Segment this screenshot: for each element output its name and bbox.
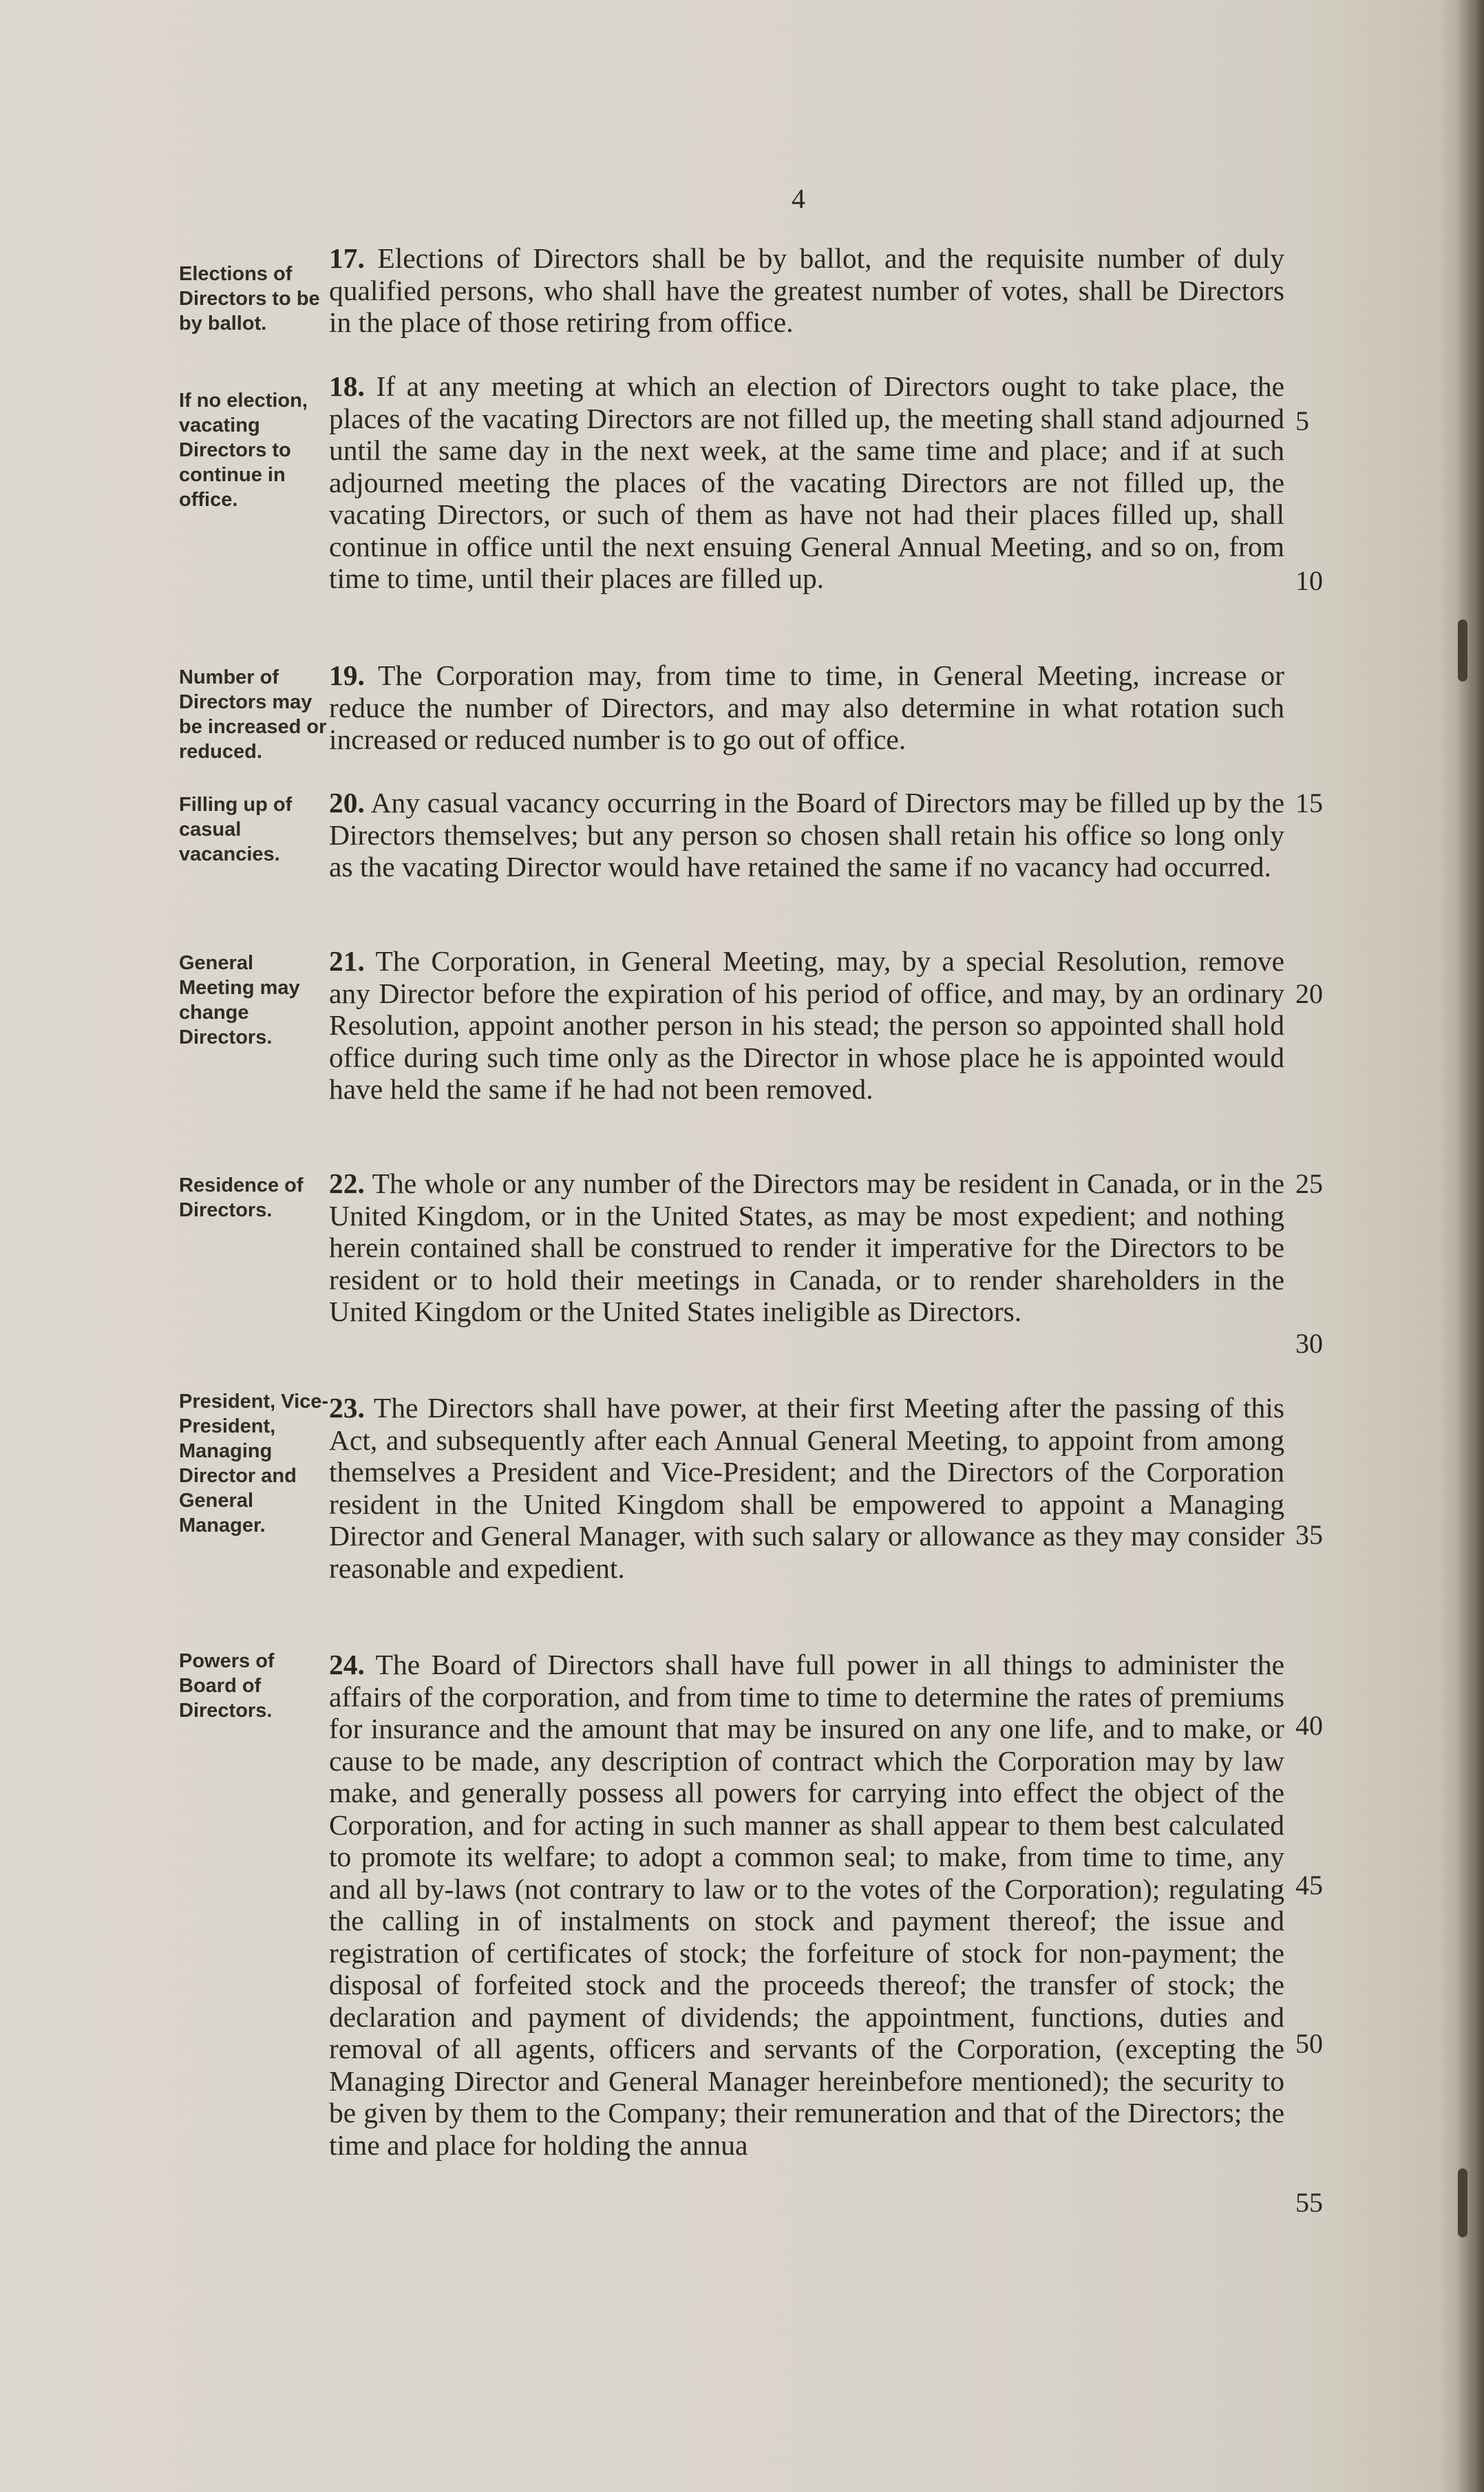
section-body: Any casual vacancy occurring in the Board of Directors may be filled up by the Directors themselves; but any person so chosen shall retain his office so long only as the vacating Director would have retained the same if no vacancy had occurred.	[329, 787, 1285, 883]
line-number: 10	[1295, 565, 1323, 596]
page-number: 4	[792, 183, 805, 214]
edge-mark	[1458, 620, 1467, 682]
line-number: 50	[1295, 2028, 1323, 2059]
line-number: 15	[1295, 788, 1323, 819]
book-gutter-shadow	[1456, 0, 1484, 2492]
section-body: The Corporation, in General Meeting, may, by a special Resolution, remove any Director before the expiration of his period of office, and may, by an ordinary Resolution, appoint another person in his stead; the person so appointed shall hold office during such time only as the Director in whose place he is appointed would have held the same if he had not been removed.	[329, 945, 1284, 1105]
section-body: The Corporation may, from time to time, in General Meeting, increase or reduce the number of Directors, and may also determine in what rotation such increased or reduced number is to go out of office.	[329, 659, 1284, 755]
section-body: The Board of Directors shall have full power in all things to administer the affairs of the corporation, and from time to time to determine the rates of premiums for insurance and the amount that may be insured on any one life, and to make, or cause to be made, any description of contract which the Corporation may by law make, and generally possess all powers for carrying into effect the object of the Corporation, and for acting in such manner as shall appear to them best calculated to promote its welfare; to adopt a common seal; to make, from time to time, any and all by-laws (not contrary to law or to the votes of the Corporation); regulating the calling in of instalments on stock and payment thereof; the issue and registration of certificates of stock; the forfeiture of stock for non-payment; the disposal of forfeited stock and the proceeds thereof; the transfer of stock; the declaration and payment of dividends; the appointment, functions, duties and removal of all agents, officers and servants of the Corporation, (excepting the Managing Director and General Manager hereinbefore mentioned); the security to be given by them to the Company; their remuneration and that of the Directors; the time and place for holding the annua	[329, 1649, 1284, 2161]
line-number: 25	[1295, 1168, 1323, 1199]
margin-note: Elections of Directors to be by ballot.	[179, 263, 320, 335]
line-number: 55	[1295, 2187, 1323, 2218]
section-body: Elections of Directors shall be by ballot, and the requisite number of duly qualified persons, who shall have the greatest number of votes, shall be Directors in the place of those retiring from office.	[329, 242, 1285, 338]
margin-note: If no election, vacating Directors to continue in office.	[179, 390, 308, 511]
section-text	[329, 659, 1284, 756]
section-text	[329, 787, 1284, 883]
margin-note: General Meeting may change Directors.	[179, 952, 300, 1048]
line-number: 35	[1295, 1519, 1323, 1550]
line-number: 20	[1295, 978, 1323, 1009]
section-text	[329, 1392, 1284, 1584]
section-text	[329, 242, 1284, 339]
section-number: 18.	[329, 370, 365, 402]
margin-note: Filling up of casual vacancies.	[179, 794, 293, 865]
section-number: 23.	[329, 1392, 365, 1424]
section-text	[329, 370, 1284, 595]
section-body: The Directors shall have power, at their first Meeting after the passing of this Act, and subsequently after each Annual General Meeting, to appoint from among themselves a President and Vice-President; and the Directors of the Corporation resident in the United Kingdom shall be empowered to appoint a Managing Director and General Manager, with such salary or allowance as they may consider reasonable and expedient.	[329, 1392, 1284, 1584]
section-number: 22.	[329, 1168, 365, 1199]
section-number: 24.	[329, 1649, 365, 1680]
line-number: 45	[1295, 1870, 1323, 1901]
section-number: 21.	[329, 945, 365, 977]
margin-note: Powers of Board of Directors.	[179, 1650, 275, 1722]
section-number: 19.	[329, 659, 365, 691]
margin-note: Number of Directors may be increased or reduced.	[179, 666, 327, 763]
margin-note: President, Vice-President, Managing Director and General Manager.	[179, 1391, 329, 1537]
section-number: 20.	[329, 787, 365, 819]
section-text	[329, 1168, 1284, 1328]
section-number: 17.	[329, 242, 365, 274]
line-number: 40	[1295, 1710, 1323, 1741]
section-body: If at any meeting at which an election of Directors ought to take place, the places of the vacating Directors are not filled up, the meeting shall stand adjourned until the same day in the next week, at the same time and place; and if at such adjourned meeting the places of the vacating Directors are not filled up, the vacating Directors, or such of them as have not had their places filled up, shall continue in office until the next ensuing General Annual Meeting, and so on, from time to time, until their places are filled up.	[329, 370, 1284, 594]
section-body: The whole or any number of the Directors may be resident in Canada, or in the United Kingdom, or in the United States, as may be most expedient; and nothing herein contained shall be construed to render it imperative for the Directors to be resident or to hold their meetings in Canada, or to render shareholders in the United Kingdom or the United States ineligible as Directors.	[329, 1168, 1284, 1327]
edge-mark	[1458, 2168, 1467, 2237]
margin-note: Residence of Directors.	[179, 1174, 304, 1221]
line-number: 5	[1295, 405, 1309, 436]
line-number: 30	[1295, 1328, 1323, 1359]
section-text	[329, 945, 1284, 1106]
section-text	[329, 1649, 1284, 2161]
